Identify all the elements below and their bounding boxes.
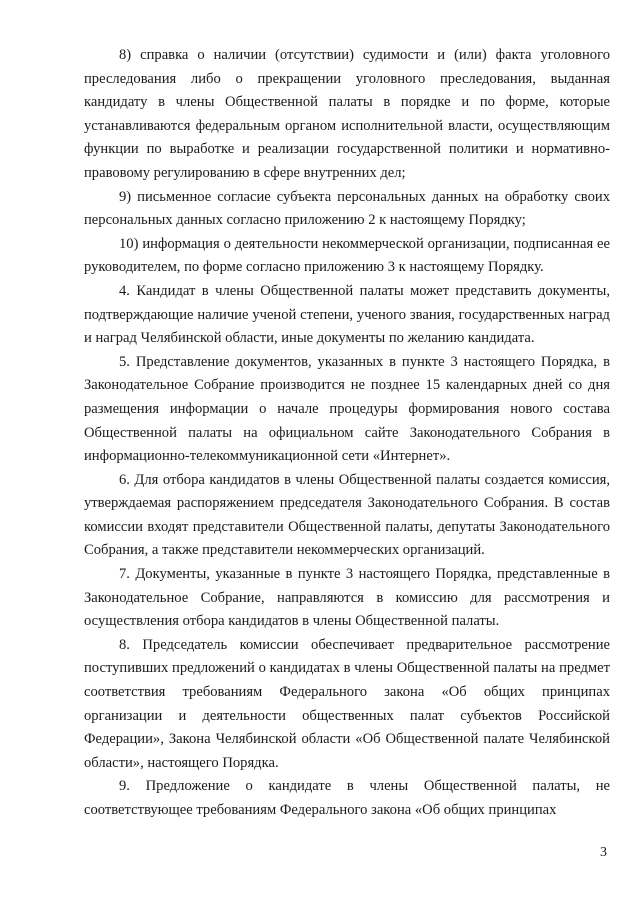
paragraph-clause-4: 4. Кандидат в члены Общественной палаты может представить документы, подтверждающие наличие ученой степени, ученого звания, государственных наград и наград Челябинской области, иные документы по желанию кандидата. bbox=[84, 282, 610, 347]
paragraph-clause-9: 9. Предложение о кандидате в члены Общественной палаты, не соответствующее требованиям Федерального закона «Об общих принципах bbox=[84, 778, 610, 818]
paragraph-clause-5: 5. Представление документов, указанных в пункте 3 настоящего Порядка, в Законодательное Собрание производится не позднее 15 календарных дней со дня размещения информации о начале процедуры формирования нового состава Общественной палаты на официальном сайте Законодательного Собрания в информационно-телекоммуникационной сети «Интернет». bbox=[84, 353, 610, 465]
paragraph-item-8: 8) справка о наличии (отсутствии) судимости и (или) факта уголовного преследования либо о прекращении уголовного преследования, выданная кандидату в члены Общественной палаты в порядке и по форме, которые устанавливаются федеральным органом исполнительной власти, осуществляющим функции по выработке и реализации государственной политики и нормативно-правовому регулированию в сфере внутренних дел; bbox=[84, 47, 610, 181]
paragraph-clause-7: 7. Документы, указанные в пункте 3 настоящего Порядка, представленные в Законодательное Собрание, направляются в комиссию для рассмотрения и осуществления отбора кандидатов в члены Общественной палаты. bbox=[84, 566, 610, 630]
page-number: 3 bbox=[600, 845, 607, 860]
paragraph-item-10: 10) информация о деятельности некоммерческой организации, подписанная ее руководителем, по форме согласно приложению 3 к настоящему Порядку. bbox=[84, 235, 610, 276]
paragraph-clause-6: 6. Для отбора кандидатов в члены Общественной палаты создается комиссия, утверждаемая распоряжением председателя Законодательного Собрания. В состав комиссии входят представители Общественной палаты, депутаты Законодательного Собрания, а также представители некоммерческих организаций. bbox=[84, 471, 610, 559]
paragraph-clause-8: 8. Председатель комиссии обеспечивает предварительное рассмотрение поступивших предложений о кандидатах в члены Общественной палаты на предмет соответствия требованиям Федерального закона «Об общих принципах организации и деятельности общественных палат субъектов Российской Федерации», Закона Челябинской области «Об Общественной палате Челябинской области», настоящего Порядка. bbox=[84, 636, 610, 771]
paragraph-item-9: 9) письменное согласие субъекта персональных данных на обработку своих персональных данных согласно приложению 2 к настоящему Порядку; bbox=[84, 188, 610, 229]
document-body bbox=[84, 44, 610, 823]
